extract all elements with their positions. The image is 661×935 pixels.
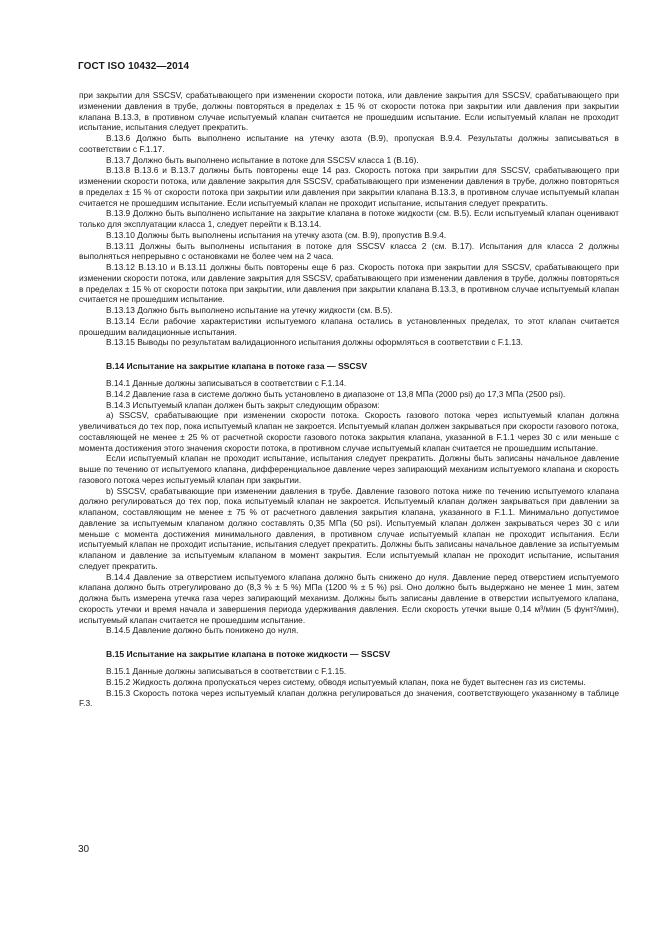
paragraph: В.13.7 Должно быть выполнено испытание в потоке для SSCSV класса 1 (В.16). <box>106 154 419 165</box>
paragraph: В.13.14 Если рабочие характеристики испытуемого клапана остались в установленных пределах, то этот клапан считается прошедшим валидационные испытания. <box>79 315 619 337</box>
paragraph: В.13.8 В.13.6 и В.13.7 должны быть повторены еще 14 раз. Скорость потока при закрытии для SSCSV, срабатывающего при изменении скорости потока, или давление закрытия для SSCSV, срабатывающего при изменении давления в трубе, должно повторяться в пределах ± 15 % от скорости потока при закрытии или давления при закрытии клапана В.13.3, в противном случае испытуемый клапан считается не прошедшим испытание. Если испытуемый клапан не проходит испытание, испытания следует прекратить. <box>79 165 619 208</box>
paragraph: В.14.5 Давление должно быть понижено до нуля. <box>106 625 299 636</box>
paragraph: В.13.10 Должны быть выполнены испытания на утечку азота (см. В.9), пропустив В.9.4. <box>106 229 447 240</box>
paragraph: В.13.11 Должны быть выполнены испытания в потоке для SSCSV класса 2 (см. В.17). Испытания для класса 2 должны выполняться непрерывно с остановками не более чем на 2 часа. <box>79 240 619 262</box>
paragraph: Если испытуемый клапан не проходит испытание, испытания следует прекратить. Должны быть записаны начальное давление выше по течению от испытуемого клапана, дифференциальное давление через запирающий механизм испытуемого клапана и скорость газового потока через испытуемый клапан при закрытии. <box>79 453 619 485</box>
page-number: 30 <box>78 844 90 855</box>
paragraph: В.14.4 Давление за отверстием испытуемого клапана должно быть снижено до нуля. Давление перед отверстием испытуемого клапана должно быть отрегулировано до (8,3 % ± 5 %) МПа (1200 % ± 5 %) psi. Оно должно быть выдержано не менее 1 мин, затем должна быть измерена утечка газа через запирающий механизм. Должны быть записаны давление в отверстии испытуемого клапана, скорость утечки и время начала и завершения периода удерживания давления. Если скорость утечки выше 0,14 м³/мин (5 фунт²/мин), испытуемый клапан считается не прошедшим испытание. <box>79 571 619 625</box>
document-header: ГОСТ ISO 10432—2014 <box>78 61 190 72</box>
paragraph: В.13.12 В.13.10 и В.13.11 должны быть повторены еще 6 раз. Скорость потока при закрытии для SSCSV, срабатывающего при изменении скорости потока, или давление закрытия для SSCSV, срабатывающего при изменении давления в трубе, должны повторяться в пределах ± 15 % от скорости потока при закрытии, или давления при закрытии клапана В.13.3, в противном случае испытуемый клапан считается не прошедшим испытание. <box>79 262 619 305</box>
paragraph: В.13.13 Должно быть выполнено испытание на утечку жидкости (см. В.5). <box>106 305 393 315</box>
section-heading: В.15 Испытание на закрытие клапана в потоке жидкости — SSCSV <box>106 649 391 659</box>
document-body <box>79 90 619 709</box>
paragraph: b) SSCSV, срабатывающие при изменении давления в трубе. Давление газового потока ниже по течению испытуемого клапана должно регулироваться до тех пор, пока испытуемый клапан не закроется. Испытуемый клапан должен закрываться при давлении за клапаном, составляющим не менее ± 75 % от расчетного давления закрытия клапана, указанного в F.1.1. Минимально допустимое давление за испытуемым клапаном должно составлять 0,35 МПа (50 psi). Испытуемый клапан должен закрываться через 30 с или меньше с момента достижения минимального давления, в противном случае испытуемый клапан не проходит испытания. Если испытуемый клапан не проходит испытание, испытания следует прекратить. Должны быть записаны начальное давление за испытуемым клапаном и давление за испытуемым клапаном в момент закрытия. Если испытуемый клапан не проходит испытание, испытания следует прекратить. <box>79 485 619 571</box>
paragraph: a) SSCSV, срабатывающие при изменении скорости потока. Скорость газового потока через испытуемый клапан должна увеличиваться до тех пор, пока испытуемый клапан не закроется. Испытуемый клапан должен закрываться при скорости газового потока, составляющей не менее ± 25 % от расчетной скорости газового потока закрытия клапана, указанной в F.1.1 через 30 с или меньше с момента достижения этого значения скорости потока, в противном случае испытуемый клапан считается не прошедшим испытание. <box>79 410 619 453</box>
paragraph: В.13.15 Выводы по результатам валидационного испытания должны оформляться в соответствии с F.1.13. <box>106 337 523 348</box>
paragraph: В.13.9 Должно быть выполнено испытание на закрытие клапана в потоке жидкости (см. В.5). Если испытуемый клапан оценивают только для эксплуатации класса 1, следует перейти к В.13.14. <box>79 208 619 229</box>
paragraph: В.13.6 Должно быть выполнено испытание на утечку азота (В.9), пропуская В.9.4. Результаты должны записываться в соответствии с F.1.17. <box>79 133 619 154</box>
paragraph: В.14.2 Давление газа в системе должно быть установлено в диапазоне от 13,8 МПа (2000 psi) до 17,3 МПа (2500 psi). <box>106 388 566 399</box>
paragraph: В.14.3 Испытуемый клапан должен быть закрыт следующим образом: <box>106 399 380 410</box>
paragraph: при закрытии для SSCSV, срабатывающего при изменении скорости потока, или давление закрытия для SSCSV, срабатывающего при изменении давления в трубе, должны повторяться в пределах ± 15 % от скорости потока при закрытии или давления при закрытии клапана В.13.3, в противном случае испытуемый клапан считается не прошедшим испытание. Если испытуемый клапан не проходит испытание, испытания следует прекратить. <box>79 90 619 133</box>
paragraph: В.15.2 Жидкость должна пропускаться через систему, обводя испытуемый клапан, пока не будет вытеснен газ из системы. <box>106 676 586 687</box>
section-heading: В.14 Испытание на закрытие клапана в потоке газа — SSCSV <box>106 361 368 371</box>
paragraph: В.15.3 Скорость потока через испытуемый клапан должна регулироваться до значения, соответствующего указанному в таблице F.3. <box>79 687 619 709</box>
paragraph: В.15.1 Данные должны записываться в соответствии с F.1.15. <box>106 666 347 676</box>
paragraph: В.14.1 Данные должны записываться в соответствии с F.1.14. <box>106 378 347 388</box>
